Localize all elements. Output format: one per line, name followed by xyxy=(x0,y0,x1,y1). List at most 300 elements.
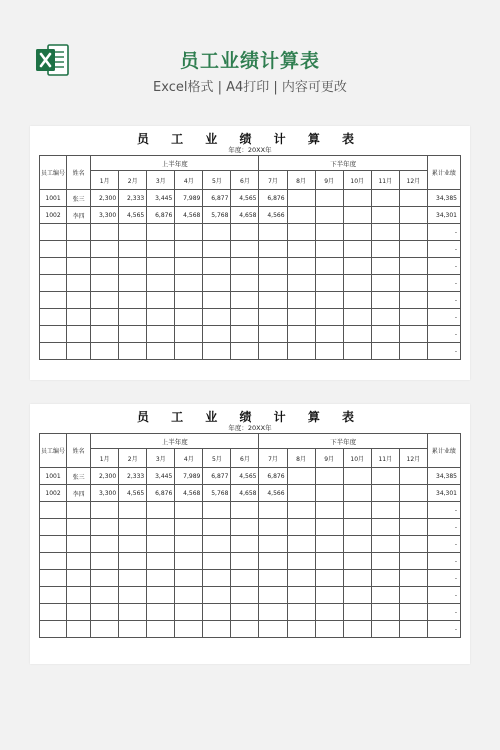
cell-month-value: 6,876 xyxy=(259,468,287,485)
page-header xyxy=(0,0,500,110)
cell-month-value xyxy=(343,190,371,207)
cell-employee-id xyxy=(40,621,67,638)
cell-month-value xyxy=(203,241,231,258)
cell-month-value xyxy=(91,587,119,604)
column-header-name: 姓名 xyxy=(67,156,91,190)
cell-month-value xyxy=(175,224,203,241)
cell-month-value xyxy=(399,468,427,485)
cell-month-value xyxy=(91,275,119,292)
column-header-month: 7月 xyxy=(259,449,287,468)
cell-month-value xyxy=(371,275,399,292)
cell-month-value xyxy=(231,343,259,360)
table-row xyxy=(40,258,461,275)
cell-month-value xyxy=(175,570,203,587)
cell-month-value xyxy=(343,241,371,258)
cell-month-value xyxy=(175,343,203,360)
cell-month-value xyxy=(287,275,315,292)
cell-month-value xyxy=(147,309,175,326)
cell-month-value xyxy=(203,343,231,360)
column-header-month: 11月 xyxy=(371,171,399,190)
cell-month-value xyxy=(315,519,343,536)
cell-month-value xyxy=(147,275,175,292)
cell-month-value xyxy=(259,502,287,519)
cell-month-value xyxy=(371,258,399,275)
cell-month-value xyxy=(119,587,147,604)
cell-employee-name xyxy=(67,275,91,292)
cell-month-value xyxy=(203,326,231,343)
cell-month-value xyxy=(315,502,343,519)
cell-month-value xyxy=(287,190,315,207)
table-row xyxy=(40,343,461,360)
page-subtitle: Excel格式 | A4打印 | 内容可更改 xyxy=(153,80,347,95)
cell-month-value xyxy=(259,292,287,309)
cell-employee-id: 1002 xyxy=(40,207,67,224)
cell-month-value xyxy=(287,536,315,553)
cell-month-value: 4,568 xyxy=(175,207,203,224)
column-header-month: 11月 xyxy=(371,449,399,468)
column-header-month: 9月 xyxy=(315,171,343,190)
cell-employee-name xyxy=(67,570,91,587)
cell-month-value xyxy=(203,258,231,275)
cell-total: - xyxy=(427,536,460,553)
cell-month-value xyxy=(371,326,399,343)
cell-month-value xyxy=(231,241,259,258)
cell-month-value xyxy=(343,309,371,326)
cell-total: - xyxy=(427,570,460,587)
column-header-month: 9月 xyxy=(315,449,343,468)
column-header-month: 10月 xyxy=(343,449,371,468)
cell-month-value xyxy=(315,621,343,638)
cell-month-value xyxy=(231,587,259,604)
cell-month-value xyxy=(315,570,343,587)
cell-month-value xyxy=(119,570,147,587)
cell-month-value xyxy=(343,502,371,519)
sheet-title: 员 工 业 绩 计 算 表 xyxy=(136,132,364,146)
cell-month-value xyxy=(231,570,259,587)
cell-employee-name: 张三 xyxy=(67,190,91,207)
cell-month-value xyxy=(259,241,287,258)
cell-month-value xyxy=(203,553,231,570)
cell-month-value xyxy=(175,309,203,326)
cell-month-value xyxy=(91,604,119,621)
cell-month-value xyxy=(371,190,399,207)
cell-total: - xyxy=(427,604,460,621)
cell-month-value xyxy=(91,241,119,258)
column-header-first-half: 上半年度 xyxy=(91,156,259,171)
cell-total: - xyxy=(427,502,460,519)
cell-month-value xyxy=(147,570,175,587)
cell-month-value xyxy=(231,292,259,309)
cell-month-value xyxy=(399,326,427,343)
cell-employee-name: 李四 xyxy=(67,485,91,502)
cell-month-value xyxy=(315,207,343,224)
cell-month-value xyxy=(175,258,203,275)
month-header-row xyxy=(40,449,461,468)
column-header-month: 4月 xyxy=(175,449,203,468)
cell-month-value xyxy=(203,570,231,587)
cell-month-value xyxy=(119,241,147,258)
cell-month-value xyxy=(203,502,231,519)
cell-month-value xyxy=(343,258,371,275)
cell-month-value xyxy=(399,502,427,519)
cell-month-value: 6,876 xyxy=(147,207,175,224)
cell-month-value xyxy=(399,258,427,275)
column-header-month: 5月 xyxy=(203,171,231,190)
cell-month-value xyxy=(287,343,315,360)
cell-month-value xyxy=(399,190,427,207)
cell-month-value xyxy=(343,207,371,224)
cell-month-value: 5,768 xyxy=(203,207,231,224)
cell-employee-id xyxy=(40,604,67,621)
cell-month-value xyxy=(315,604,343,621)
cell-total: - xyxy=(427,275,460,292)
cell-employee-name xyxy=(67,553,91,570)
cell-month-value: 2,333 xyxy=(119,190,147,207)
cell-month-value xyxy=(343,326,371,343)
column-header-month: 2月 xyxy=(119,171,147,190)
cell-month-value xyxy=(315,292,343,309)
column-header-month: 12月 xyxy=(399,449,427,468)
cell-month-value: 4,658 xyxy=(231,485,259,502)
cell-month-value xyxy=(371,604,399,621)
cell-month-value xyxy=(147,502,175,519)
cell-month-value xyxy=(147,587,175,604)
cell-employee-id xyxy=(40,309,67,326)
cell-month-value xyxy=(315,224,343,241)
table-row xyxy=(40,207,461,224)
cell-month-value xyxy=(119,502,147,519)
table-row xyxy=(40,519,461,536)
column-header-month: 12月 xyxy=(399,171,427,190)
cell-month-value xyxy=(371,536,399,553)
cell-employee-id xyxy=(40,258,67,275)
cell-month-value xyxy=(175,553,203,570)
cell-month-value xyxy=(259,275,287,292)
cell-month-value xyxy=(175,519,203,536)
sheet-year-label: 年度：20XX年 xyxy=(228,146,272,154)
cell-month-value: 7,989 xyxy=(175,468,203,485)
cell-month-value xyxy=(315,275,343,292)
cell-month-value: 6,876 xyxy=(147,485,175,502)
cell-month-value: 3,300 xyxy=(91,485,119,502)
cell-month-value xyxy=(203,604,231,621)
column-header-month: 10月 xyxy=(343,171,371,190)
cell-employee-id: 1001 xyxy=(40,190,67,207)
cell-month-value xyxy=(287,621,315,638)
cell-month-value xyxy=(343,468,371,485)
table-row xyxy=(40,570,461,587)
cell-month-value: 7,989 xyxy=(175,190,203,207)
cell-month-value xyxy=(91,570,119,587)
cell-month-value xyxy=(119,309,147,326)
cell-month-value xyxy=(371,553,399,570)
cell-employee-name xyxy=(67,502,91,519)
cell-month-value xyxy=(259,309,287,326)
spreadsheet-preview-2 xyxy=(30,404,470,664)
cell-month-value xyxy=(147,343,175,360)
cell-month-value: 4,565 xyxy=(231,468,259,485)
cell-month-value xyxy=(315,326,343,343)
cell-month-value xyxy=(287,553,315,570)
table-row xyxy=(40,224,461,241)
cell-month-value xyxy=(343,224,371,241)
cell-month-value xyxy=(119,258,147,275)
cell-month-value xyxy=(315,309,343,326)
cell-month-value xyxy=(399,570,427,587)
cell-month-value xyxy=(315,536,343,553)
cell-month-value xyxy=(399,275,427,292)
cell-employee-name xyxy=(67,326,91,343)
cell-total: 34,301 xyxy=(427,207,460,224)
cell-month-value xyxy=(119,326,147,343)
cell-month-value xyxy=(147,292,175,309)
cell-month-value xyxy=(371,207,399,224)
cell-month-value xyxy=(315,241,343,258)
table-row xyxy=(40,275,461,292)
cell-total: 34,301 xyxy=(427,485,460,502)
cell-month-value xyxy=(259,258,287,275)
cell-month-value xyxy=(343,519,371,536)
cell-month-value xyxy=(287,258,315,275)
cell-month-value xyxy=(343,275,371,292)
table-row xyxy=(40,621,461,638)
column-header-total: 累计业绩 xyxy=(427,156,460,190)
cell-month-value: 4,565 xyxy=(231,190,259,207)
month-header-row xyxy=(40,171,461,190)
cell-month-value xyxy=(203,621,231,638)
page-title: 员工业绩计算表 xyxy=(179,50,320,72)
cell-month-value xyxy=(147,553,175,570)
cell-month-value xyxy=(147,604,175,621)
cell-month-value xyxy=(343,343,371,360)
cell-month-value xyxy=(399,485,427,502)
column-header-month: 2月 xyxy=(119,449,147,468)
cell-month-value xyxy=(287,241,315,258)
column-header-id: 员工编号 xyxy=(40,156,67,190)
cell-month-value xyxy=(315,485,343,502)
cell-total: 34,385 xyxy=(427,468,460,485)
cell-month-value xyxy=(343,553,371,570)
cell-month-value xyxy=(91,502,119,519)
cell-month-value xyxy=(287,468,315,485)
table-row xyxy=(40,587,461,604)
cell-month-value xyxy=(287,485,315,502)
cell-month-value xyxy=(147,326,175,343)
cell-month-value xyxy=(119,224,147,241)
cell-month-value xyxy=(371,224,399,241)
cell-month-value xyxy=(147,519,175,536)
cell-month-value xyxy=(399,207,427,224)
cell-month-value xyxy=(175,587,203,604)
sheet-title: 员 工 业 绩 计 算 表 xyxy=(136,410,364,424)
cell-month-value: 3,445 xyxy=(147,190,175,207)
cell-month-value: 4,565 xyxy=(119,207,147,224)
cell-employee-name xyxy=(67,292,91,309)
column-header-month: 7月 xyxy=(259,171,287,190)
cell-month-value xyxy=(259,587,287,604)
cell-month-value xyxy=(119,553,147,570)
cell-month-value xyxy=(259,519,287,536)
cell-month-value xyxy=(119,621,147,638)
cell-employee-id xyxy=(40,553,67,570)
column-header-month: 3月 xyxy=(147,171,175,190)
column-header-name: 姓名 xyxy=(67,434,91,468)
cell-month-value xyxy=(315,587,343,604)
cell-month-value xyxy=(259,326,287,343)
cell-employee-id xyxy=(40,326,67,343)
cell-month-value: 5,768 xyxy=(203,485,231,502)
column-header-month: 5月 xyxy=(203,449,231,468)
cell-employee-name xyxy=(67,519,91,536)
cell-month-value xyxy=(315,468,343,485)
header-row xyxy=(40,156,461,171)
cell-month-value xyxy=(231,502,259,519)
table-row xyxy=(40,468,461,485)
cell-month-value xyxy=(287,326,315,343)
cell-month-value: 6,877 xyxy=(203,468,231,485)
cell-month-value: 4,566 xyxy=(259,485,287,502)
cell-month-value xyxy=(343,292,371,309)
column-header-second-half: 下半年度 xyxy=(259,434,427,449)
cell-month-value: 3,300 xyxy=(91,207,119,224)
cell-employee-id xyxy=(40,224,67,241)
cell-month-value xyxy=(231,258,259,275)
cell-month-value xyxy=(371,485,399,502)
cell-month-value xyxy=(343,621,371,638)
table-row xyxy=(40,326,461,343)
cell-employee-name xyxy=(67,343,91,360)
cell-month-value xyxy=(119,275,147,292)
cell-month-value xyxy=(315,343,343,360)
cell-month-value xyxy=(91,519,119,536)
cell-total: - xyxy=(427,553,460,570)
cell-month-value xyxy=(399,604,427,621)
cell-month-value xyxy=(147,621,175,638)
column-header-month: 4月 xyxy=(175,171,203,190)
table-row xyxy=(40,502,461,519)
column-header-month: 1月 xyxy=(91,449,119,468)
cell-employee-id xyxy=(40,536,67,553)
cell-total: - xyxy=(427,519,460,536)
cell-month-value xyxy=(287,519,315,536)
cell-month-value xyxy=(315,190,343,207)
cell-month-value xyxy=(231,553,259,570)
cell-month-value: 6,876 xyxy=(259,190,287,207)
cell-total: - xyxy=(427,241,460,258)
cell-employee-name xyxy=(67,621,91,638)
cell-employee-id xyxy=(40,502,67,519)
cell-month-value xyxy=(203,536,231,553)
cell-total: - xyxy=(427,224,460,241)
cell-month-value xyxy=(315,553,343,570)
cell-month-value xyxy=(399,241,427,258)
cell-month-value xyxy=(231,536,259,553)
cell-total: - xyxy=(427,292,460,309)
cell-month-value xyxy=(259,604,287,621)
column-header-total: 累计业绩 xyxy=(427,434,460,468)
cell-total: - xyxy=(427,309,460,326)
cell-month-value xyxy=(399,224,427,241)
cell-employee-id: 1001 xyxy=(40,468,67,485)
cell-month-value xyxy=(175,275,203,292)
cell-month-value xyxy=(371,468,399,485)
cell-employee-id xyxy=(40,241,67,258)
cell-month-value: 2,300 xyxy=(91,190,119,207)
table-row xyxy=(40,485,461,502)
sheet-year-label: 年度：20XX年 xyxy=(228,424,272,432)
cell-month-value xyxy=(259,224,287,241)
cell-month-value xyxy=(371,309,399,326)
cell-employee-name xyxy=(67,587,91,604)
cell-employee-id xyxy=(40,275,67,292)
cell-employee-name: 李四 xyxy=(67,207,91,224)
cell-month-value: 4,568 xyxy=(175,485,203,502)
cell-month-value xyxy=(287,604,315,621)
cell-month-value xyxy=(371,292,399,309)
cell-month-value xyxy=(175,621,203,638)
cell-month-value xyxy=(371,502,399,519)
cell-employee-id xyxy=(40,587,67,604)
cell-month-value xyxy=(147,536,175,553)
cell-employee-name xyxy=(67,604,91,621)
cell-month-value xyxy=(399,553,427,570)
spreadsheet-preview-1 xyxy=(30,126,470,380)
cell-month-value: 6,877 xyxy=(203,190,231,207)
cell-month-value: 4,565 xyxy=(119,485,147,502)
table-row xyxy=(40,190,461,207)
cell-month-value xyxy=(231,309,259,326)
cell-month-value xyxy=(91,553,119,570)
cell-month-value xyxy=(91,326,119,343)
cell-month-value xyxy=(147,241,175,258)
cell-month-value xyxy=(371,587,399,604)
cell-month-value xyxy=(119,343,147,360)
cell-month-value xyxy=(371,570,399,587)
cell-month-value xyxy=(203,519,231,536)
cell-month-value xyxy=(91,343,119,360)
cell-month-value xyxy=(175,536,203,553)
cell-month-value xyxy=(315,258,343,275)
cell-month-value xyxy=(399,343,427,360)
table-row xyxy=(40,553,461,570)
cell-total: 34,385 xyxy=(427,190,460,207)
cell-month-value xyxy=(343,536,371,553)
cell-month-value xyxy=(231,519,259,536)
cell-month-value xyxy=(259,536,287,553)
cell-month-value: 2,300 xyxy=(91,468,119,485)
cell-month-value xyxy=(287,207,315,224)
column-header-month: 8月 xyxy=(287,171,315,190)
cell-employee-id xyxy=(40,570,67,587)
cell-month-value xyxy=(259,343,287,360)
cell-employee-id: 1002 xyxy=(40,485,67,502)
cell-month-value xyxy=(287,570,315,587)
cell-month-value xyxy=(231,224,259,241)
cell-employee-name xyxy=(67,536,91,553)
cell-total: - xyxy=(427,258,460,275)
cell-month-value xyxy=(399,536,427,553)
cell-employee-name xyxy=(67,309,91,326)
column-header-month: 3月 xyxy=(147,449,175,468)
cell-month-value xyxy=(91,224,119,241)
cell-month-value xyxy=(231,621,259,638)
cell-month-value xyxy=(399,621,427,638)
cell-month-value xyxy=(231,604,259,621)
cell-month-value xyxy=(259,570,287,587)
cell-employee-id xyxy=(40,343,67,360)
cell-month-value xyxy=(91,309,119,326)
cell-month-value xyxy=(119,519,147,536)
